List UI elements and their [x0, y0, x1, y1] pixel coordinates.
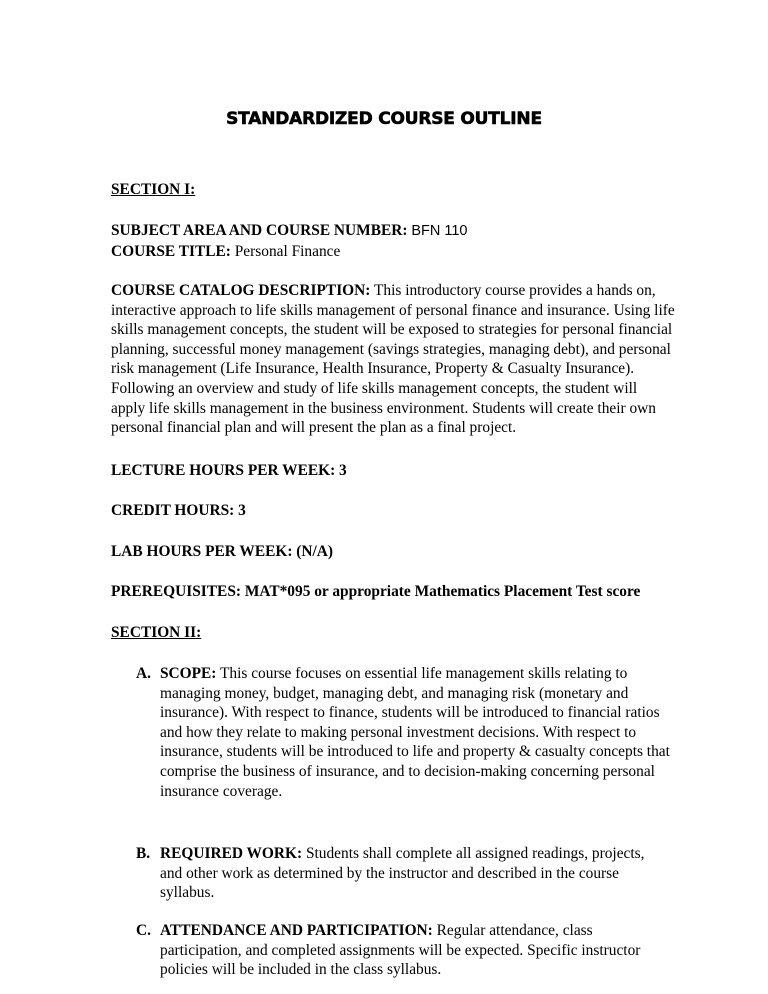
catalog-text: This introductory course provides a hands on, interactive approach to life skills management of personal finance and insurance. Using life skills management concepts, the student will be exposed to strategies for personal financial planning, successful money management (savings strategies, managing debt), and personal risk management (Life Insurance, Health Insurance, Property & Casualty Insurance). Following an overview and study of life skills management concepts, the student will apply life skills management in the business environment. Students will create their own personal financial plan and will present the plan as a final project.	[111, 282, 675, 437]
catalog-description	[111, 281, 675, 438]
subject-line	[111, 221, 671, 242]
list-item	[136, 664, 670, 801]
course-identity-block	[111, 221, 671, 261]
list-marker: A.	[136, 665, 151, 682]
catalog-label: COURSE CATALOG DESCRIPTION:	[111, 282, 371, 299]
subject-value: BFN 110	[411, 223, 468, 239]
lecture-hours: LECTURE HOURS PER WEEK: 3	[111, 462, 347, 479]
list-marker: B.	[136, 845, 151, 862]
required-work-text: Students shall complete all assigned readings, projects, and other work as determined by the instructor and described in the course syllabus.	[160, 845, 645, 902]
scope-text: This course focuses on essential life management skills relating to managing money, budget, managing debt, and managing risk (monetary and insurance). With respect to finance, students will be introduced to financial ratios and how they relate to making personal investment decisions. With respect to insurance, students will be introduced to life and property & casualty concepts that comprise the business of insurance, and to decision-making concerning personal insurance coverage.	[160, 665, 670, 800]
attendance-label: ATTENDANCE AND PARTICIPATION:	[160, 922, 433, 939]
lab-hours: LAB HOURS PER WEEK: (N/A)	[111, 543, 334, 560]
list-item	[136, 921, 670, 980]
attendance-text: Regular attendance, class participation, and completed assignments will be expected. Specific instructor policies will be included in the class syllabus.	[160, 922, 641, 979]
course-title-value: Personal Finance	[234, 242, 341, 260]
section-1-heading-block	[111, 180, 671, 200]
subject-label: SUBJECT AREA AND COURSE NUMBER:	[111, 222, 408, 239]
document-title: STANDARDIZED COURSE OUTLINE	[226, 109, 542, 129]
section-2-heading: SECTION II:	[111, 624, 202, 641]
course-title-line	[111, 242, 671, 262]
section-2-heading-block	[111, 623, 671, 643]
section-1-heading: SECTION I:	[111, 181, 196, 198]
required-work-label: REQUIRED WORK:	[160, 845, 303, 862]
list-marker: C.	[136, 922, 151, 939]
scope-label: SCOPE:	[160, 665, 217, 682]
credit-hours: CREDIT HOURS: 3	[111, 502, 246, 519]
prerequisites: PREREQUISITES: MAT*095 or appropriate Mathematics Placement Test score	[111, 583, 641, 600]
course-title-label: COURSE TITLE:	[111, 242, 231, 260]
list-item	[136, 844, 670, 903]
